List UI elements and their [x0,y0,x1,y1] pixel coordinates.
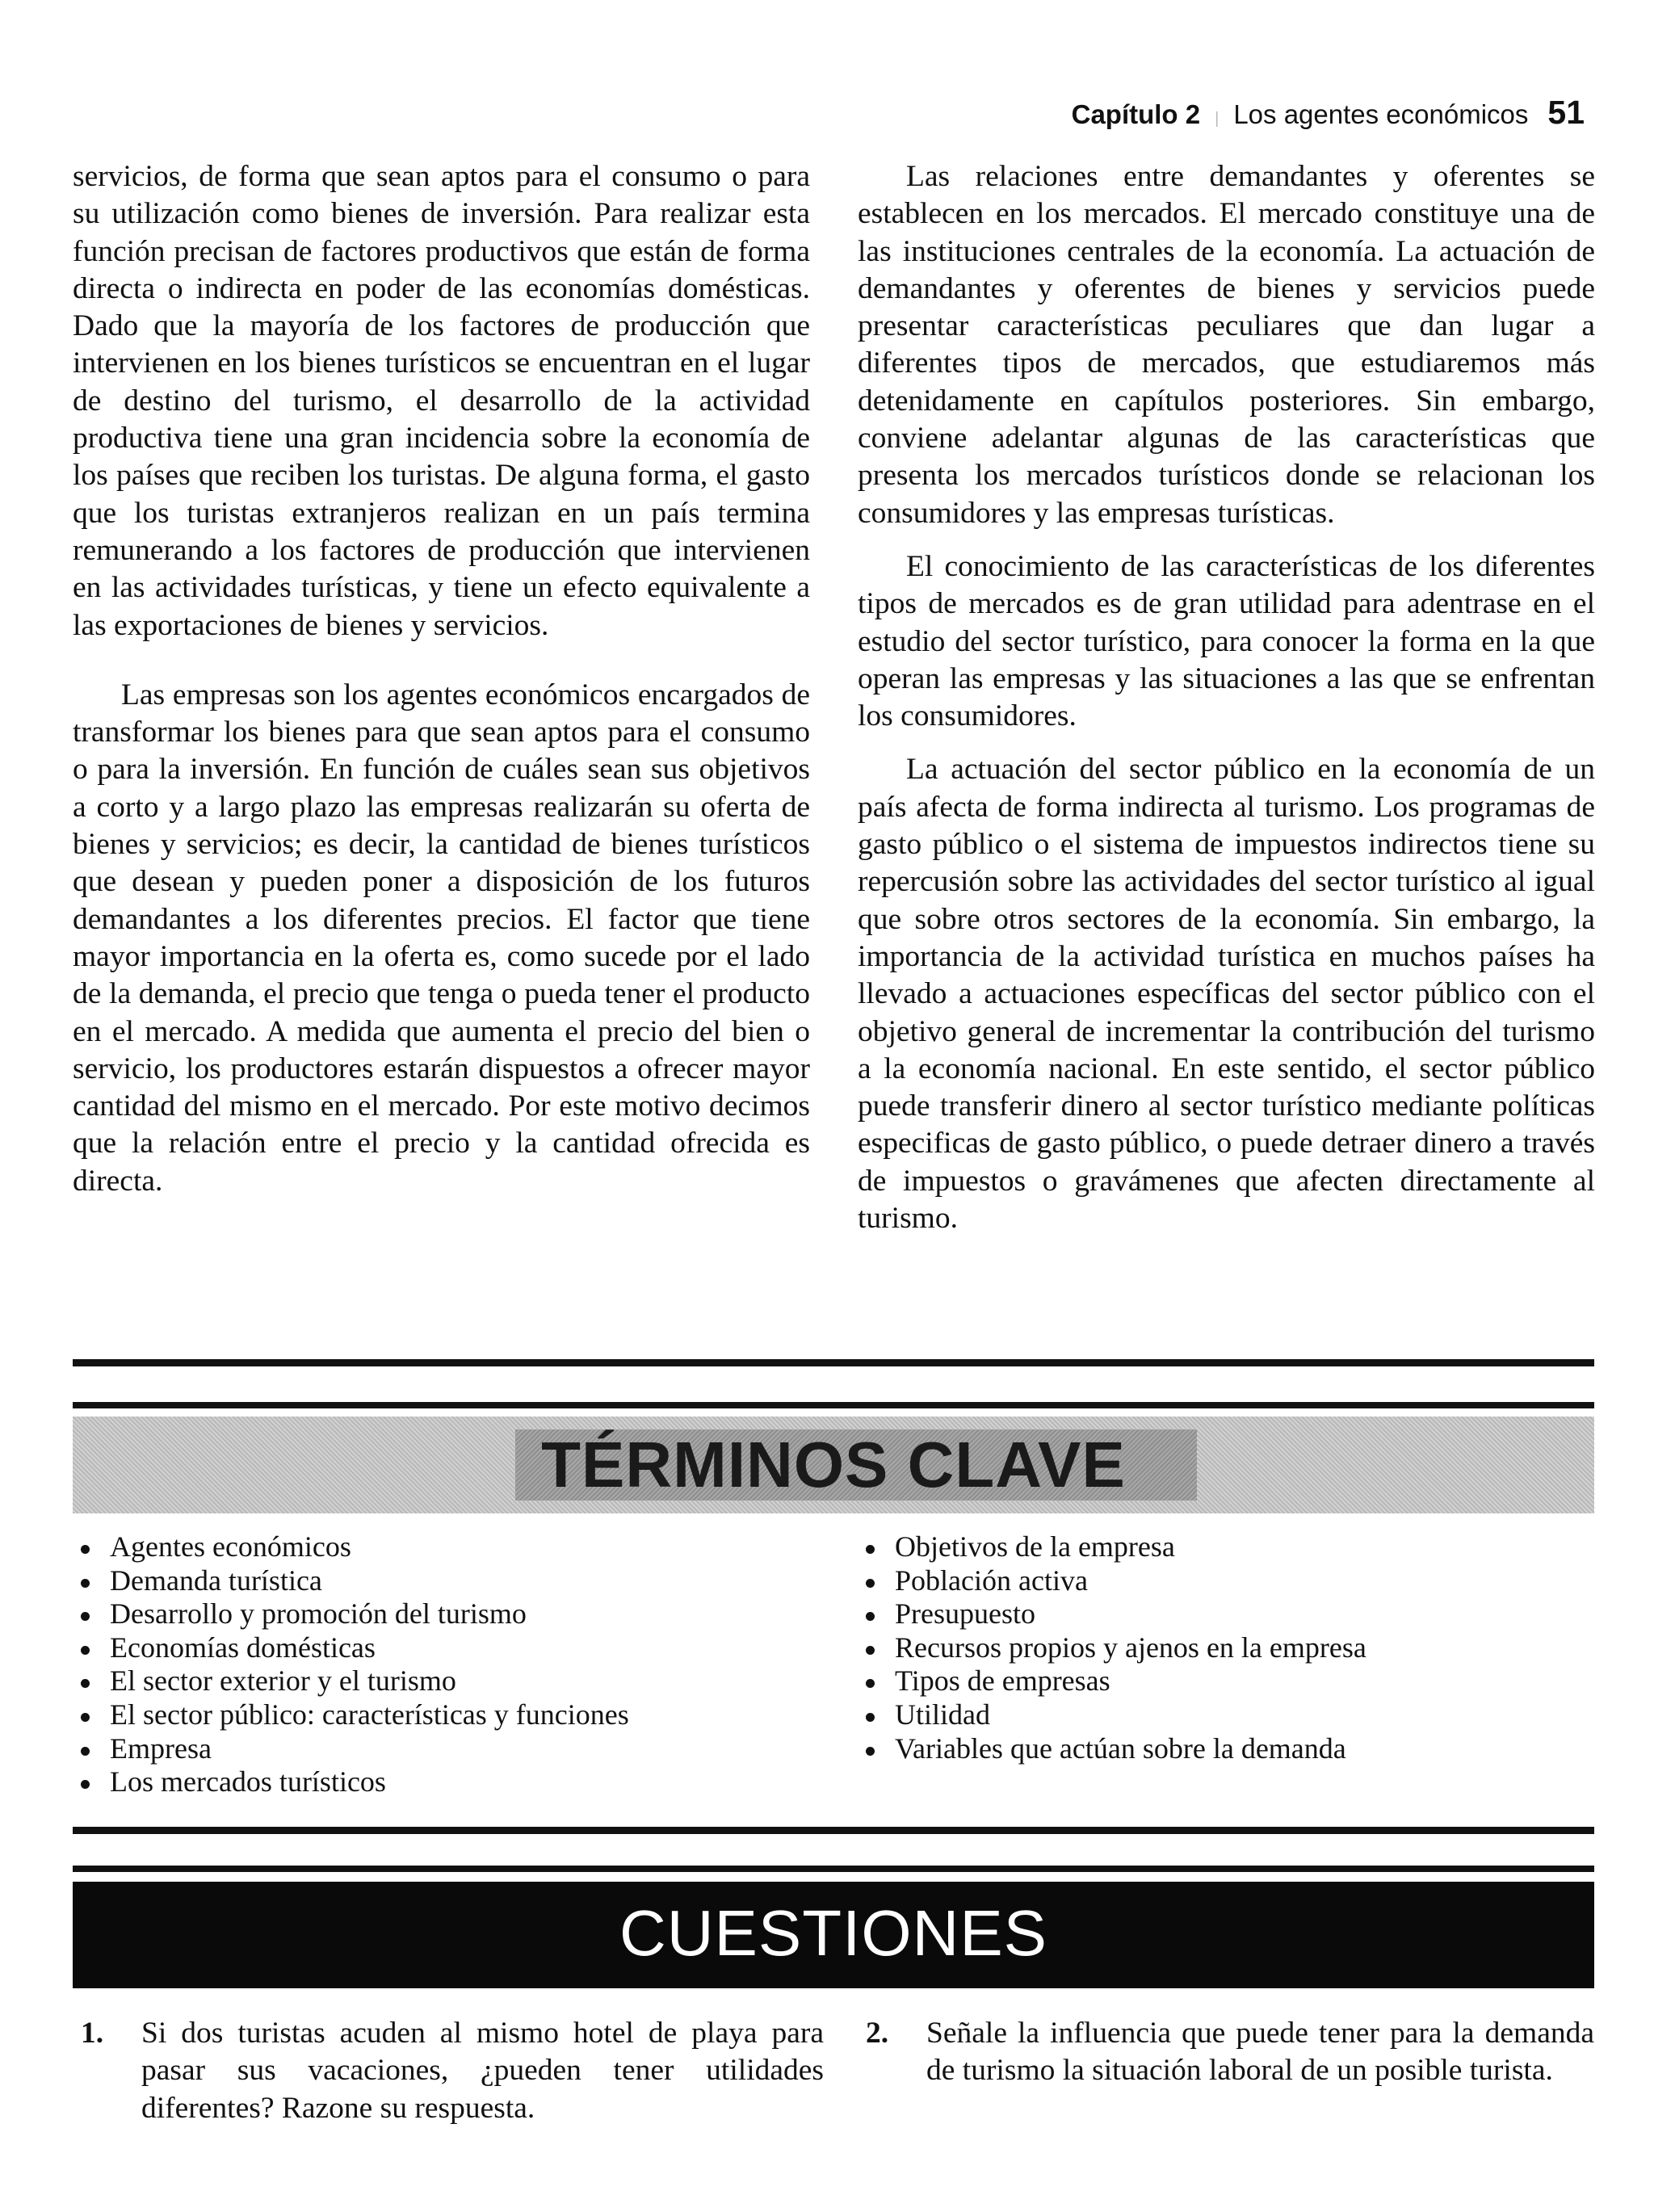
key-terms-heading: TÉRMINOS CLAVE [541,1429,1126,1501]
chapter-label: Capítulo 2 [1071,99,1201,129]
paragraph: Las relaciones entre demandantes y oferentes se establecen en los mercados. El mercado constituye una de las instituciones centrales de la economía. La actuación de demandantes y oferentes de bienes y servicios puede presentar características peculiares que dan lugar a diferentes tipos de mercados, que estudiaremos más detenidamente en capítulos posteriores. Sin embargo, conviene adelantar algunas de las características que presenta los mercados turísticos donde se relacionan los consumidores y las empresas turísticas. [858,160,1595,530]
question-text: Señale la influencia que puede tener para la demanda de turismo la situación laboral de un posible turista. [926,2017,1594,2088]
question-item [73,2015,824,2127]
key-term-item: Desarrollo y promoción del turismo [73,1597,629,1631]
chapter-title: Los agentes económicos [1233,99,1529,129]
key-term-item: Objetivos de la empresa [858,1530,1366,1564]
questions-heading: CUESTIONES [619,1897,1048,1969]
question-text: Si dos turistas acuden al mismo hotel de playa para pasar sus vacaciones, ¿pueden tener utilidades diferentes? Razone su respuesta. [141,2017,824,2125]
key-term-item: Demanda turística [73,1564,629,1598]
key-term-item: Tipos de empresas [858,1664,1366,1698]
key-term-item: Empresa [73,1732,629,1766]
key-terms-list-right [858,1530,1366,1765]
page-number: 51 [1547,94,1585,131]
header-separator: | [1215,110,1220,128]
key-term-item: Utilidad [858,1698,1366,1732]
key-term-item: Los mercados turísticos [73,1765,629,1799]
section-divider [73,1866,1594,1872]
paragraph: El conocimiento de las características de los diferentes tipos de mercados es de gran utilidad para adentrase en el estudio del sector turístico, para conocer la forma en la que operan las empresas y las situaciones a las que se enfrentan los consumidores. [858,549,1595,733]
questions-banner [73,1882,1594,1988]
section-divider [73,1359,1594,1366]
question-item [858,2015,1594,2090]
running-head [1072,94,1585,132]
paragraph: servicios, de forma que sean aptos para el consumo o para su utilización como bienes de inversión. Para realizar esta función precisan de factores productivos que están de forma directa o indirecta en poder de las economías domésticas. Dado que la mayoría de los factores de producción que intervienen en los bienes turísticos se encuentran en el lugar de destino del turismo, el desarrollo de la actividad productiva tiene una gran incidencia sobre la economía de los países que reciben los turistas. De alguna forma, el gasto que los turistas extranjeros realizan en un país termina remunerando a los factores de producción que intervienen en las actividades turísticas, y tiene un efecto equivalente a las exportaciones de bienes y servicios. [73,160,810,642]
key-terms-banner [73,1417,1594,1513]
key-term-item: Presupuesto [858,1597,1366,1631]
key-term-item: Recursos propios y ajenos en la empresa [858,1631,1366,1665]
key-term-item: Agentes económicos [73,1530,629,1564]
key-term-item: El sector exterior y el turismo [73,1664,629,1698]
left-column [73,158,810,1200]
right-column [858,158,1595,1237]
key-term-item: El sector público: características y funciones [73,1698,629,1732]
key-term-item: Variables que actúan sobre la demanda [858,1732,1366,1766]
key-term-item: Economías domésticas [73,1631,629,1665]
question-number: 2. [866,2017,889,2050]
key-terms-list-left [73,1530,629,1799]
paragraph: La actuación del sector público en la economía de un país afecta de forma indirecta al turismo. Los programas de gasto público o el sistema de impuestos indirectos tiene su repercusión sobre las actividades del sector turístico al igual que sobre otros sectores de la economía. Sin embargo, la importancia de la actividad turística en muchos países ha llevado a actuaciones específicas del sector público con el objetivo general de incrementar la contribución del turismo a la economía nacional. En este sentido, el sector público puede transferir dinero al sector turístico mediante políticas especificas de gasto público, o puede detraer dinero a través de impuestos o gravámenes que afecten directamente al turismo. [858,753,1595,1236]
paragraph: Las empresas son los agentes económicos encargados de transformar los bienes para que sean aptos para el consumo o para la inversión. En función de cuáles sean sus objetivos a corto y a largo plazo las empresas realizarán su oferta de bienes y servicios; es decir, la cantidad de bienes turísticos que desean y pueden poner a disposición de los futuros demandantes a los diferentes precios. El factor que tiene mayor importancia en la oferta es, como sucede por el lado de la demanda, el precio que tenga o pueda tener el producto en el mercado. A medida que aumenta el precio del bien o servicio, los productores estarán dispuestos a ofrecer mayor cantidad del mismo en el mercado. Por este motivo decimos que la relación entre el precio y la cantidad ofrecida es directa. [73,678,810,1198]
section-divider [73,1402,1594,1408]
key-term-item: Población activa [858,1564,1366,1598]
question-number: 1. [81,2017,104,2050]
section-divider [73,1827,1594,1834]
